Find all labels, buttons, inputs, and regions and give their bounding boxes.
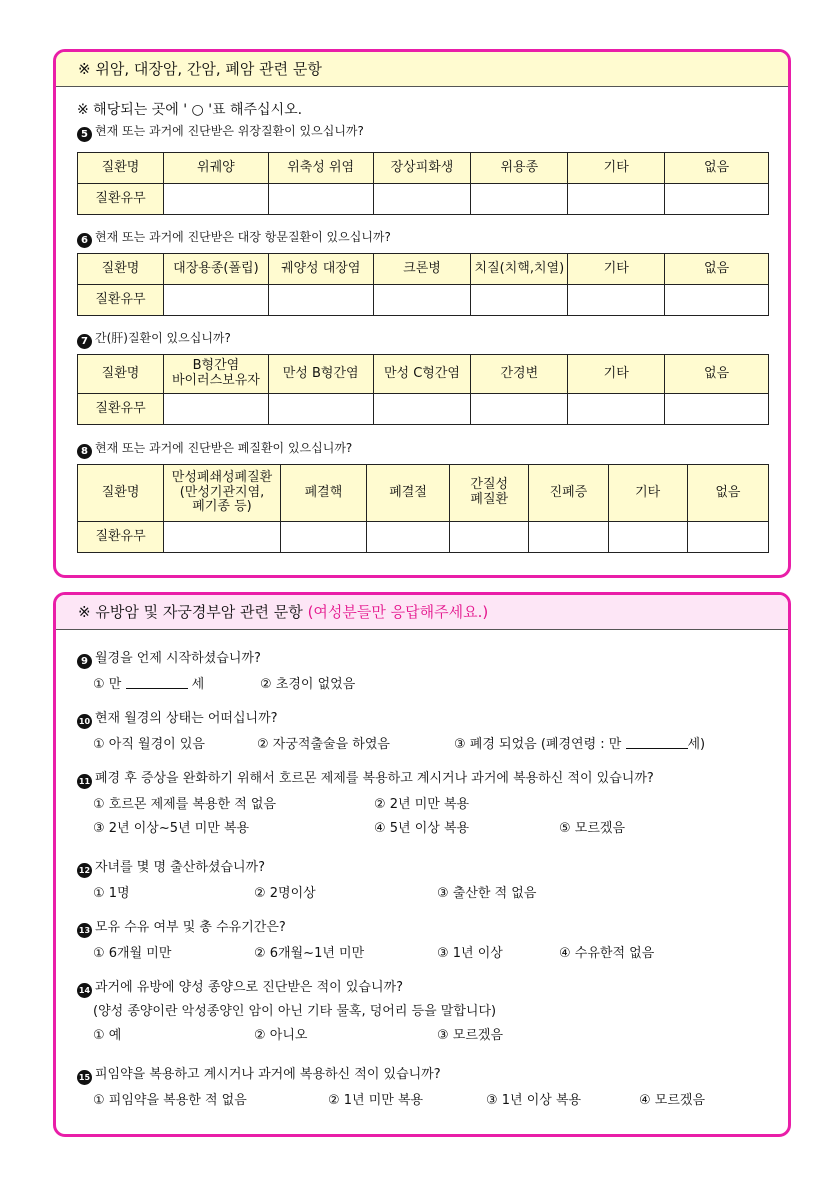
q8-table [77, 464, 769, 553]
question-5 [77, 122, 364, 142]
q7-cell[interactable] [164, 394, 269, 425]
q5-col-5: 없음 [665, 153, 769, 184]
q7-cell[interactable] [665, 394, 769, 425]
q7-cell[interactable] [471, 394, 568, 425]
q7-cell[interactable] [373, 394, 471, 425]
section2-header [56, 595, 788, 630]
q8-row-label: 질환유무 [78, 522, 164, 553]
question-9-text: 월경을 언제 시작하셨습니까? [95, 651, 261, 666]
q8-col-6: 없음 [687, 465, 768, 522]
question-8-text: 현재 또는 과거에 진단받은 폐질환이 있으십니까? [95, 441, 353, 455]
q10-option-3[interactable] [454, 733, 705, 752]
question-13 [77, 916, 286, 938]
q8-col-1: 폐결핵 [280, 465, 366, 522]
age-blank[interactable] [126, 676, 188, 689]
q8-col-header: 질환명 [78, 465, 164, 522]
q8-cell[interactable] [450, 522, 529, 553]
q11-option-4[interactable]: ④ 5년 이상 복용 [374, 821, 470, 836]
q12-option-1[interactable]: ① 1명 [93, 886, 130, 901]
q15-option-1[interactable]: ① 피임약을 복용한 적 없음 [93, 1093, 247, 1108]
q13-option-3[interactable]: ③ 1년 이상 [437, 946, 503, 961]
q6-col-0: 대장용종(폴립) [164, 254, 269, 285]
section2-header-title: ※ 유방암 및 자궁경부암 관련 문항 [78, 603, 303, 621]
q5-row-label: 질환유무 [78, 184, 164, 215]
q10-option-2[interactable]: ② 자궁적출술을 하였음 [257, 737, 390, 752]
q8-col-5: 기타 [608, 465, 687, 522]
question-10 [77, 707, 278, 729]
question-13-text: 모유 수유 여부 및 총 수유기간은? [95, 920, 286, 935]
section2-header-note: (여성분들만 응답해주세요.) [307, 603, 489, 621]
q8-col-2: 폐결절 [367, 465, 450, 522]
q5-cell[interactable] [665, 184, 769, 215]
q13-option-4[interactable]: ④ 수유한적 없음 [559, 946, 655, 961]
q6-cell[interactable] [164, 285, 269, 316]
number-10-icon: 10 [77, 714, 92, 729]
question-7 [77, 329, 231, 349]
q5-cell[interactable] [164, 184, 269, 215]
q6-cell[interactable] [665, 285, 769, 316]
question-14 [77, 976, 403, 998]
q6-cell[interactable] [268, 285, 373, 316]
q11-option-5[interactable]: ⑤ 모르겠음 [559, 821, 626, 836]
q8-cell[interactable] [687, 522, 768, 553]
q12-option-2[interactable]: ② 2명이상 [254, 886, 316, 901]
q7-col-3: 간경변 [471, 355, 568, 394]
question-6-text: 현재 또는 과거에 진단받은 대장 항문질환이 있으십니까? [95, 230, 391, 244]
q15-option-3[interactable]: ③ 1년 이상 복용 [486, 1093, 582, 1108]
q14-option-3[interactable]: ③ 모르겠음 [437, 1028, 504, 1043]
q6-col-4: 기타 [568, 254, 665, 285]
q7-col-5: 없음 [665, 355, 769, 394]
question-11 [77, 767, 654, 789]
number-14-icon: 14 [77, 983, 92, 998]
q5-col-3: 위용종 [471, 153, 568, 184]
number-5-icon: 5 [77, 127, 92, 142]
question-7-text: 간(肝)질환이 있으십니까? [95, 331, 231, 345]
q7-col-2: 만성 C형간염 [373, 355, 471, 394]
question-11-text: 폐경 후 증상을 완화하기 위해서 호르몬 제제를 복용하고 계시거나 과거에 복용하신 적이 있습니까? [95, 771, 654, 786]
q12-option-3[interactable]: ③ 출산한 적 없음 [437, 886, 537, 901]
q11-option-1[interactable]: ① 호르몬 제제를 복용한 적 없음 [93, 797, 277, 812]
q11-option-3[interactable]: ③ 2년 이상~5년 미만 복용 [93, 821, 250, 836]
question-12 [77, 856, 265, 878]
q7-col-0: B형간염 바이러스보유자 [164, 355, 269, 394]
q5-cell[interactable] [268, 184, 373, 215]
q7-cell[interactable] [568, 394, 665, 425]
q5-col-header: 질환명 [78, 153, 164, 184]
q8-col-4: 진폐증 [529, 465, 608, 522]
q13-option-1[interactable]: ① 6개월 미만 [93, 946, 172, 961]
number-15-icon: 15 [77, 1070, 92, 1085]
q8-cell[interactable] [164, 522, 281, 553]
q6-col-1: 궤양성 대장염 [268, 254, 373, 285]
number-6-icon: 6 [77, 233, 92, 248]
q11-option-2[interactable]: ② 2년 미만 복용 [374, 797, 470, 812]
q15-option-2[interactable]: ② 1년 미만 복용 [328, 1093, 424, 1108]
q10-option-1[interactable]: ① 아직 월경이 있음 [93, 737, 205, 752]
q5-cell[interactable] [373, 184, 471, 215]
q5-col-1: 위축성 위염 [268, 153, 373, 184]
q9-option-1-label: ① 만 [93, 677, 122, 692]
number-7-icon: 7 [77, 334, 92, 349]
q10-option-3-label: ③ 폐경 되었음 (폐경연령 : 만 [454, 737, 622, 752]
q5-col-0: 위궤양 [164, 153, 269, 184]
question-14-subtext: (양성 종양이란 악성종양인 암이 아닌 기타 물혹, 덩어리 등을 말합니다) [93, 1004, 497, 1019]
section-breast-cervical [53, 592, 791, 1137]
q8-col-0: 만성폐쇄성폐질환 (만성기관지염, 폐기종 등) [164, 465, 281, 522]
q9-option-1-unit: 세 [191, 677, 205, 692]
q8-cell[interactable] [608, 522, 687, 553]
question-12-text: 자녀를 몇 명 출산하셨습니까? [95, 860, 265, 875]
q6-col-2: 크론병 [373, 254, 471, 285]
q9-option-1[interactable] [93, 673, 204, 692]
q7-col-4: 기타 [568, 355, 665, 394]
q6-row-label: 질환유무 [78, 285, 164, 316]
q6-cell[interactable] [373, 285, 471, 316]
q8-col-3: 간질성 폐질환 [450, 465, 529, 522]
q7-col-header: 질환명 [78, 355, 164, 394]
q7-col-1: 만성 B형간염 [268, 355, 373, 394]
number-13-icon: 13 [77, 923, 92, 938]
q6-col-header: 질환명 [78, 254, 164, 285]
q13-option-2[interactable]: ② 6개월~1년 미만 [254, 946, 365, 961]
q15-option-4[interactable]: ④ 모르겠음 [639, 1093, 706, 1108]
question-15-text: 피임약을 복용하고 계시거나 과거에 복용하신 적이 있습니까? [95, 1067, 441, 1082]
number-11-icon: 11 [77, 774, 92, 789]
number-9-icon: 9 [77, 654, 92, 669]
q5-cell[interactable] [568, 184, 665, 215]
number-12-icon: 12 [77, 863, 92, 878]
question-15 [77, 1063, 441, 1085]
q7-row-label: 질환유무 [78, 394, 164, 425]
question-8 [77, 439, 352, 459]
instruction-text: ※ 해당되는 곳에 ' ○ '표 해주십시오. [77, 102, 303, 118]
q14-option-2[interactable]: ② 아니오 [254, 1028, 308, 1043]
section1-header: ※ 위암, 대장암, 간암, 폐암 관련 문항 [56, 52, 788, 87]
q6-cell[interactable] [471, 285, 568, 316]
q7-cell[interactable] [268, 394, 373, 425]
q10-option-3-unit: 세) [687, 737, 706, 752]
q6-table [77, 253, 769, 316]
q14-option-1[interactable]: ① 예 [93, 1028, 122, 1043]
q8-cell[interactable] [280, 522, 366, 553]
q8-cell[interactable] [529, 522, 608, 553]
question-10-text: 현재 월경의 상태는 어떠십니까? [95, 711, 278, 726]
q6-col-3: 치질(치핵,치열) [471, 254, 568, 285]
q5-table [77, 152, 769, 215]
q6-col-5: 없음 [665, 254, 769, 285]
menopause-age-blank[interactable] [626, 736, 688, 749]
q6-cell[interactable] [568, 285, 665, 316]
q5-col-2: 장상피화생 [373, 153, 471, 184]
q5-cell[interactable] [471, 184, 568, 215]
q8-cell[interactable] [367, 522, 450, 553]
question-5-text: 현재 또는 과거에 진단받은 위장질환이 있으십니까? [95, 124, 364, 138]
question-6 [77, 228, 391, 248]
question-14-text: 과거에 유방에 양성 종양으로 진단받은 적이 있습니까? [95, 980, 403, 995]
q9-option-2[interactable]: ② 초경이 없었음 [260, 677, 356, 692]
question-9 [77, 647, 261, 669]
q5-col-4: 기타 [568, 153, 665, 184]
q7-table [77, 354, 769, 425]
number-8-icon: 8 [77, 444, 92, 459]
section-stomach-colon-liver-lung [53, 49, 791, 578]
